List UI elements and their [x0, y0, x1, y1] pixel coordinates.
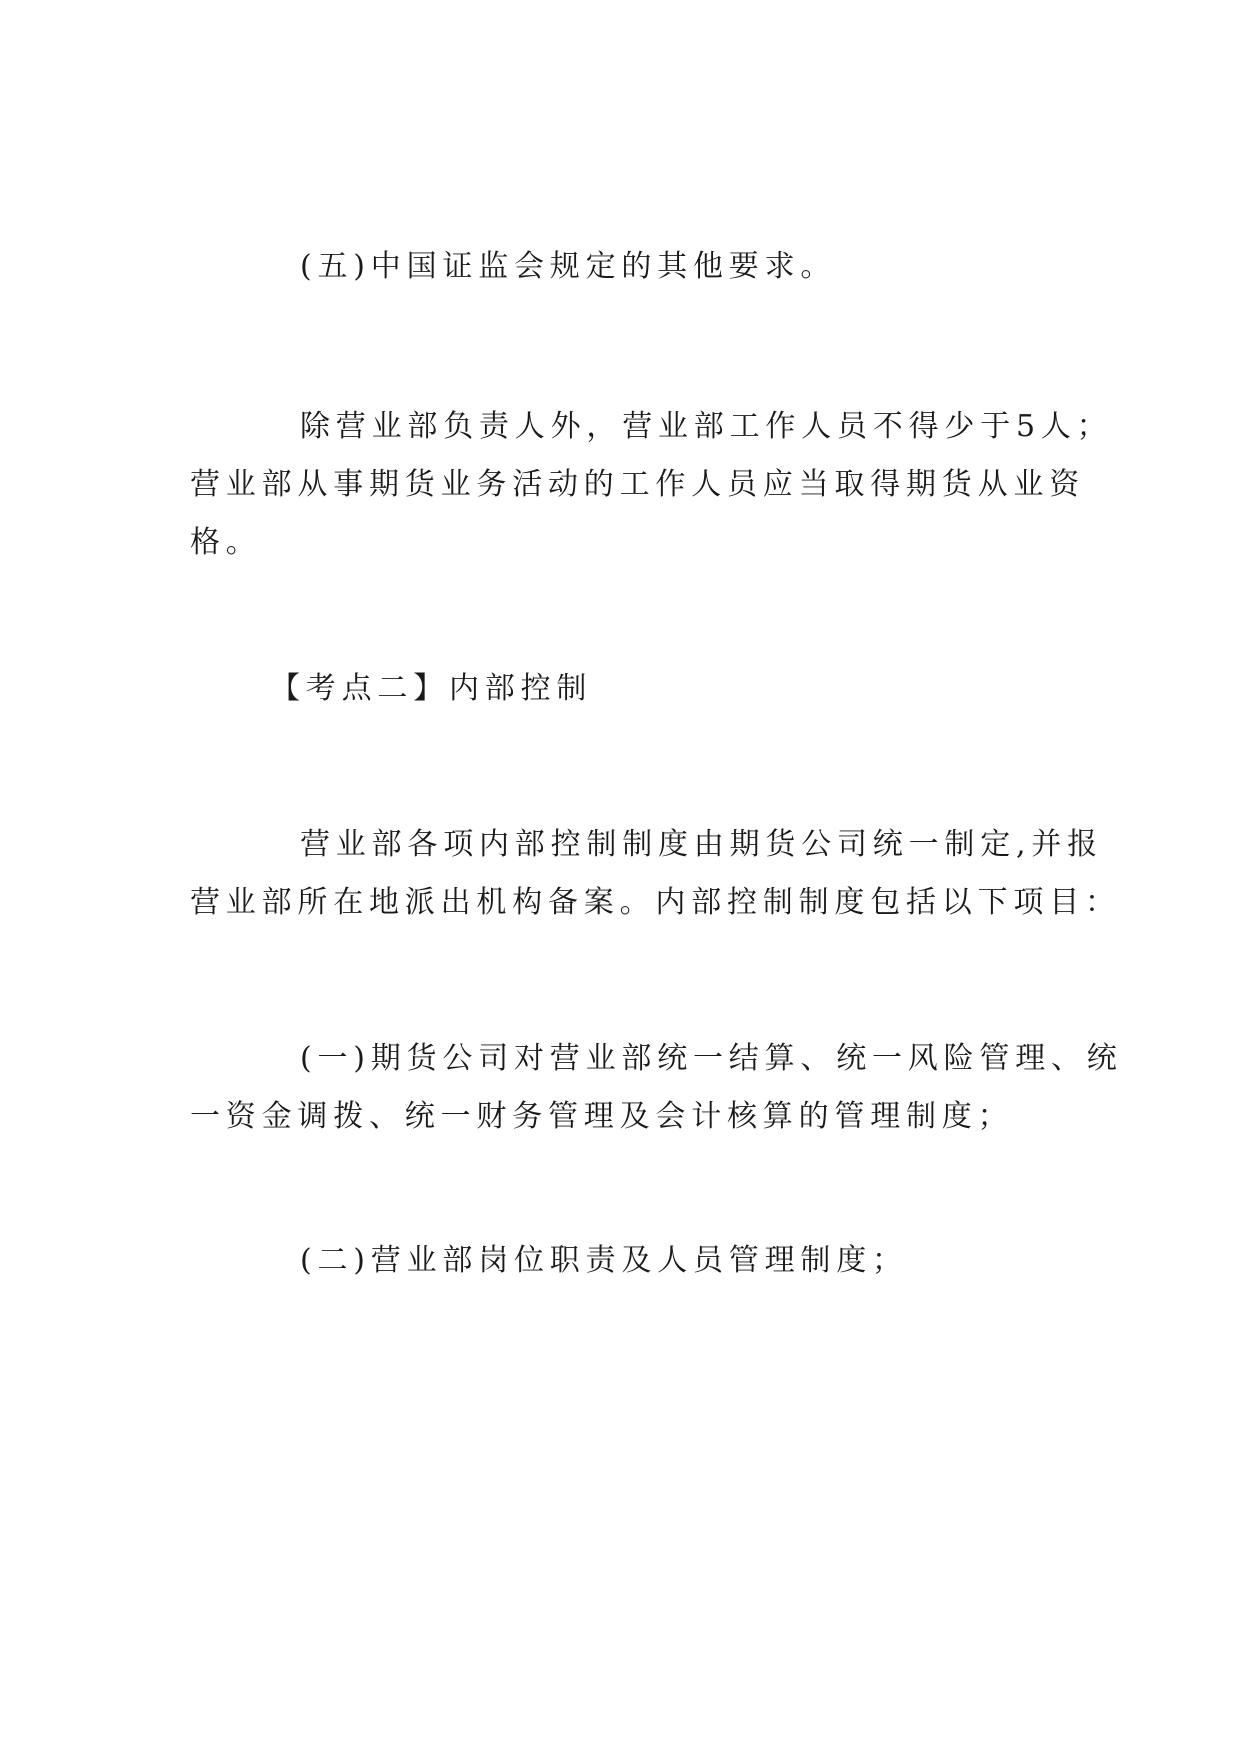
paragraph-item-one [190, 1030, 1123, 1146]
paragraph-line: (五)中国证监会规定的其他要求。 [300, 249, 837, 284]
paragraph-line: 除营业部负责人外，营业部工作人员不得少于5人； [300, 409, 1113, 444]
paragraph-line: 一资金调拨、统一财务管理及会计核算的管理制度； [190, 1099, 1014, 1134]
paragraph-staff-requirements [190, 398, 1113, 572]
paragraph-internal-control [190, 816, 1121, 932]
paragraph-line: 营业部所在地派出机构备案。内部控制制度包括以下项目： [190, 885, 1121, 920]
paragraph-line: 营业部各项内部控制制度由期货公司统一制定,并报 [300, 827, 1103, 862]
paragraph-line: (二)营业部岗位职责及人员管理制度； [300, 1243, 908, 1278]
paragraph-line: (一)期货公司对营业部统一结算、统一风险管理、统 [300, 1041, 1123, 1076]
paragraph-line: 格。 [190, 525, 262, 560]
paragraph-line: 营业部从事期货业务活动的工作人员应当取得期货从业资 [190, 467, 1085, 502]
paragraph-item-two [190, 1232, 1050, 1290]
paragraph-other-requirements [190, 238, 1050, 296]
section-heading [190, 660, 1050, 718]
paragraph-line: 【考点二】内部控制 [270, 671, 593, 706]
